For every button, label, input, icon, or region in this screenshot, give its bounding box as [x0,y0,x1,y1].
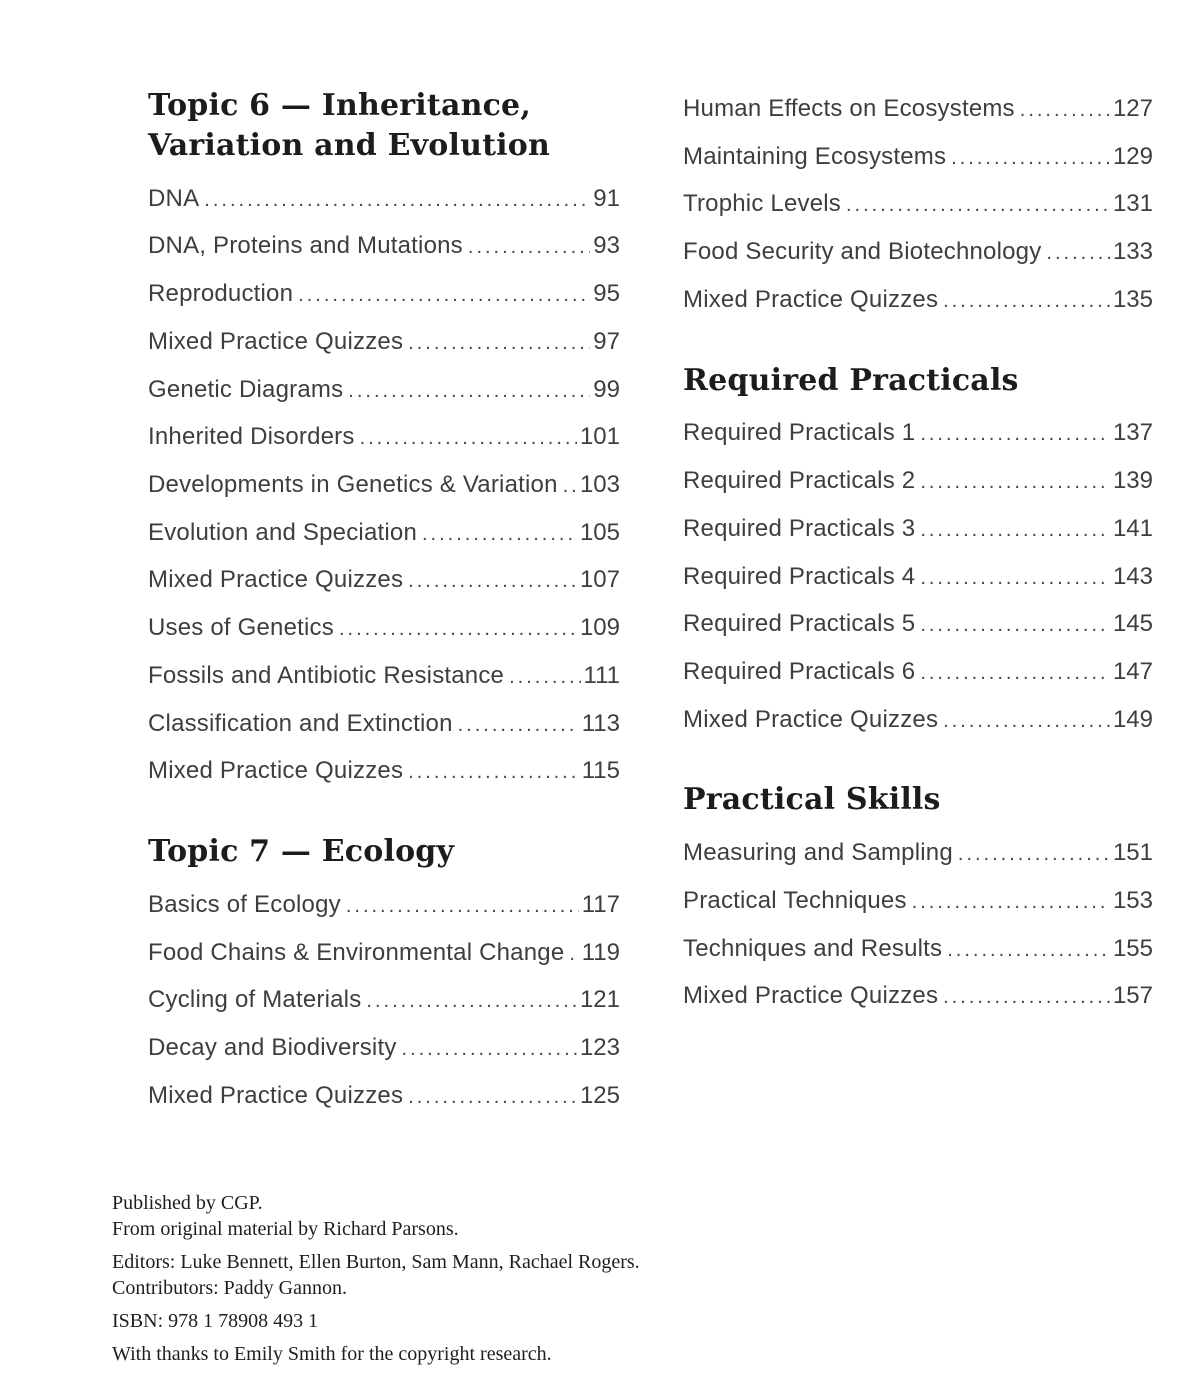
toc-entry-label: Required Practicals 3 [683,514,916,542]
imprint-line: Published by CGP. [112,1192,263,1214]
toc-entry-page-number: 117 [581,890,620,918]
toc-entry [683,601,1153,649]
toc-entry [683,506,1153,554]
dot-leader [920,460,1110,506]
toc-entry-page-number: 91 [593,184,620,212]
toc-entry [683,229,1153,277]
imprint-line: With thanks to Emily Smith for the copyright research. [112,1343,552,1365]
toc-entry-label: DNA, Proteins and Mutations [148,232,463,260]
imprint-line: Editors: Luke Bennett, Ellen Burton, Sam Mann, Rachael Rogers. [112,1251,640,1273]
dot-leader [920,412,1110,458]
toc-entry-page-number: 155 [1112,934,1153,962]
toc-entry-label: Fossils and Antibiotic Resistance [148,661,505,689]
dot-leader [920,556,1110,602]
toc-entry-label: Techniques and Results [683,934,943,962]
toc-entry-label: Inherited Disorders [148,423,355,451]
toc-entry-label: Mixed Practice Quizzes [148,1081,404,1109]
toc-entry [148,462,620,510]
toc-entry-label: Measuring and Sampling [683,839,953,867]
toc-entry [148,414,620,462]
toc-entry-page-number: 101 [579,423,620,451]
toc-entry-label: Required Practicals 2 [683,467,916,495]
dot-leader [458,703,579,749]
toc-entry-label: Food Security and Biotechnology [683,238,1042,266]
section-heading: Topic 6 — Inheritance, Variation and Evolution [148,88,550,163]
dot-leader [360,416,577,462]
toc-entry-page-number: 133 [1112,238,1153,266]
dot-leader [958,832,1110,878]
toc-entry-page-number: 143 [1112,562,1153,590]
imprint-line: From original material by Richard Parsons. [112,1218,459,1240]
toc-entry [148,176,620,224]
toc-entry [148,510,620,558]
imprint [112,1190,812,1374]
toc-entry-page-number: 115 [581,757,620,785]
dot-leader [1020,88,1110,134]
toc-entry-label: Human Effects on Ecosystems [683,95,1015,122]
toc-entry-label: Maintaining Ecosystems [683,142,947,170]
toc-entry-page-number: 145 [1112,610,1153,638]
toc-entry-label: Developments in Genetics & Variation [148,471,558,498]
dot-leader [912,880,1110,926]
toc-entry-page-number: 123 [579,1033,620,1061]
toc-entry [148,367,620,415]
toc-entry-label: Classification and Extinction [148,709,453,737]
toc-entry-page-number: 111 [583,661,620,689]
section-heading: Practical Skills [683,782,941,818]
dot-leader [204,178,590,224]
toc-entry [148,1025,620,1073]
toc-entry [683,878,1153,926]
imprint-paragraph [112,1308,812,1334]
toc-entry-page-number: 141 [1112,514,1153,542]
dot-leader [346,884,579,930]
dot-leader [943,975,1110,1021]
toc-entry [148,653,620,701]
imprint-line: ISBN: 978 1 78908 493 1 [112,1310,319,1332]
toc-entry-page-number: 131 [1112,190,1153,218]
dot-leader [951,136,1110,182]
toc-entry [148,882,620,930]
toc-entry-page-number: 109 [579,614,620,642]
dot-leader [298,273,590,319]
section-heading: Required Practicals [683,362,1019,398]
dot-leader [408,1075,577,1121]
toc-entry-label: Mixed Practice Quizzes [148,757,404,785]
toc-entry-page-number: 129 [1112,142,1153,170]
toc-entry-page-number: 125 [579,1081,620,1109]
toc-entry-page-number: 137 [1112,419,1153,447]
toc-entry-label: Food Chains & Environmental Change [148,938,565,966]
toc-entry [148,977,620,1025]
dot-leader [366,979,577,1025]
toc-entry [148,223,620,271]
toc-entry [683,926,1153,974]
toc-entry-label: Trophic Levels [683,190,841,218]
dot-leader [509,655,580,701]
toc-entry [683,277,1153,325]
toc-entry-page-number: 95 [593,280,620,308]
toc-entry-label: Basics of Ecology [148,890,341,918]
toc-entry [683,134,1153,182]
dot-leader [422,512,577,558]
toc-entry-page-number: 151 [1112,839,1153,867]
dot-leader [920,651,1110,697]
dot-leader [943,279,1110,325]
toc-entry-page-number: 119 [581,938,620,966]
toc-entry-page-number: 135 [1112,285,1153,313]
toc-entry-page-number: 127 [1112,95,1153,122]
toc-entry [148,557,620,605]
dot-leader [569,932,578,978]
toc-entry-label: Required Practicals 5 [683,610,916,638]
toc-column-left [148,86,620,1120]
toc-entry-label: Mixed Practice Quizzes [683,285,939,313]
toc-entry [683,181,1153,229]
dot-leader [408,321,590,367]
dot-leader [920,603,1110,649]
imprint-paragraph [112,1341,812,1367]
imprint-paragraph [112,1190,812,1242]
toc-section [148,832,620,1120]
toc-section [148,86,620,796]
toc-entry [148,930,620,978]
toc-entry-label: Evolution and Speciation [148,518,417,546]
toc-entry-page-number: 147 [1112,657,1153,685]
toc-entry-page-number: 113 [581,709,620,737]
dot-leader [468,225,590,271]
toc-entry-label: Practical Techniques [683,886,907,914]
toc-entry-label: Required Practicals 4 [683,562,916,590]
dot-leader [846,183,1110,229]
toc-section [683,86,1153,325]
toc-entry-label: Genetic Diagrams [148,375,344,403]
toc-entry-label: Uses of Genetics [148,614,334,642]
toc-entry-label: Required Practicals 1 [683,419,916,447]
dot-leader [563,464,577,510]
toc-entry [683,697,1153,745]
toc-entry-label: Mixed Practice Quizzes [683,982,939,1010]
toc-entry-page-number: 139 [1112,467,1153,495]
toc-entry-page-number: 97 [593,327,620,355]
toc-entry-page-number: 157 [1112,982,1153,1010]
toc-entry [683,973,1153,1021]
dot-leader [348,369,590,415]
dot-leader [402,1027,577,1073]
toc-entry-page-number: 149 [1112,705,1153,733]
toc-entry-label: Mixed Practice Quizzes [148,327,404,355]
imprint-paragraph [112,1249,812,1301]
dot-leader [408,750,579,796]
dot-leader [339,607,577,653]
toc-entry [148,701,620,749]
toc-entry [683,86,1153,134]
toc-entry [683,830,1153,878]
toc-entry [148,1073,620,1121]
toc-entry-label: DNA [148,184,200,212]
dot-leader [943,699,1110,745]
dot-leader [947,928,1110,974]
toc-entry-label: Cycling of Materials [148,986,362,1014]
toc-section [683,361,1153,745]
toc-entry-label: Mixed Practice Quizzes [683,705,939,733]
dot-leader [1046,231,1110,277]
toc-entry-page-number: 121 [579,986,620,1014]
toc-entry-page-number: 153 [1112,886,1153,914]
toc-entry-page-number: 93 [593,232,620,260]
toc-entry [683,554,1153,602]
toc-entry-label: Required Practicals 6 [683,657,916,685]
toc-entry [683,649,1153,697]
toc-entry [683,410,1153,458]
toc-entry [148,748,620,796]
toc-entry [148,605,620,653]
dot-leader [920,508,1110,554]
section-heading: Topic 7 — Ecology [148,833,455,869]
toc-entry [683,458,1153,506]
toc-entry-label: Decay and Biodiversity [148,1033,397,1061]
toc-entry-page-number: 99 [593,375,620,403]
toc-entry-page-number: 107 [579,566,620,594]
imprint-line: Contributors: Paddy Gannon. [112,1277,347,1299]
toc-entry-label: Mixed Practice Quizzes [148,566,404,594]
toc-entry [148,319,620,367]
toc-entry [148,271,620,319]
dot-leader [408,559,577,605]
toc-entry-page-number: 103 [579,471,620,498]
toc-entry-page-number: 105 [579,518,620,546]
toc-entry-label: Reproduction [148,280,294,308]
toc-column-right [683,86,1153,1021]
toc-section [683,780,1153,1021]
